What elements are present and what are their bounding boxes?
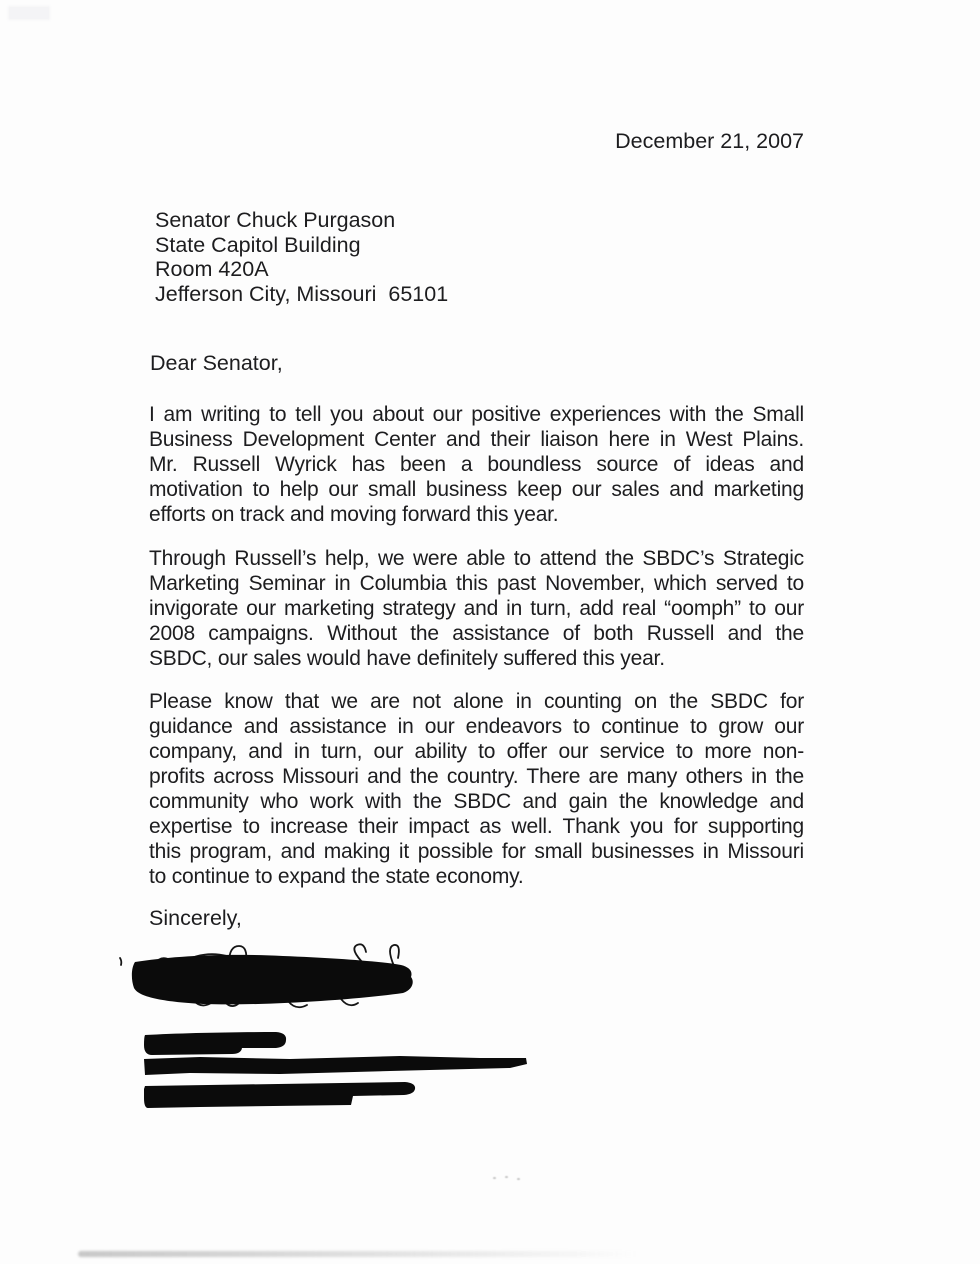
scan-smudge (78, 1251, 638, 1257)
body-line: invigorate our marketing strategy and in turn, add real “oomph” to our (149, 597, 804, 620)
body-line: to continue to expand the state economy. (149, 865, 524, 888)
paragraph-3 (149, 689, 804, 889)
address-line: Room 420A (155, 257, 269, 282)
address-line: Senator Chuck Purgason (155, 208, 396, 232)
redaction-bar-1 (144, 1032, 286, 1055)
body-line: I am writing to tell you about our positive experiences with the Small (149, 403, 804, 426)
recipient-address (155, 208, 448, 306)
letter-date: December 21, 2007 (615, 129, 804, 153)
body-line: motivation to help our small business keep our sales and marketing (149, 478, 804, 501)
address-line: State Capitol Building (155, 232, 361, 257)
scan-speck (505, 1176, 508, 1178)
body-line: Through Russell’s help, we were able to attend the SBDC’s Strategic (149, 547, 804, 570)
body-line: this program, and making it possible for small businesses in Missouri (149, 840, 804, 863)
body-line: Mr. Russell Wyrick has been a boundless source of ideas and (149, 453, 804, 476)
body-line: company, and in turn, our ability to offer our service to more non- (149, 740, 804, 763)
body-line: efforts on track and moving forward this year. (149, 503, 559, 526)
redacted-contact-block (140, 1028, 540, 1112)
body-line: Please know that we are not alone in counting on the SBDC for (149, 690, 804, 713)
scan-speck (493, 1177, 496, 1179)
body-line: community who work with the SBDC and gain the knowledge and (149, 790, 804, 813)
paragraph-2 (149, 546, 804, 671)
scan-artifact (8, 6, 50, 20)
redaction-bar-2 (144, 1056, 527, 1075)
body-line: Marketing Seminar in Columbia this past November, which served to (149, 572, 804, 595)
body-line: SBDC, our sales would have definitely suffered this year. (149, 647, 665, 670)
body-line: expertise to increase their impact as well. Thank you for supporting (149, 815, 804, 838)
closing: Sincerely, (149, 906, 242, 930)
address-line: Jefferson City, Missouri 65101 (155, 281, 449, 306)
redacted-signature (113, 938, 425, 1018)
pen-loop-icon (341, 999, 358, 1005)
salutation: Dear Senator, (150, 351, 283, 375)
signature-redaction-bar (132, 955, 413, 1005)
redaction-bar-3 (144, 1082, 415, 1108)
pen-tick-icon (120, 958, 121, 965)
body-line: Business Development Center and their liaison here in West Plains. (149, 428, 804, 451)
body-line: 2008 campaigns. Without the assistance of both Russell and the (149, 622, 804, 645)
pen-loop-icon (390, 945, 399, 966)
scan-speck (517, 1178, 520, 1180)
paragraph-1 (149, 402, 804, 527)
body-line: profits across Missouri and the country. There are many others in the (149, 765, 804, 788)
body-line: guidance and assistance in our endeavors to continue to grow our (149, 715, 804, 738)
